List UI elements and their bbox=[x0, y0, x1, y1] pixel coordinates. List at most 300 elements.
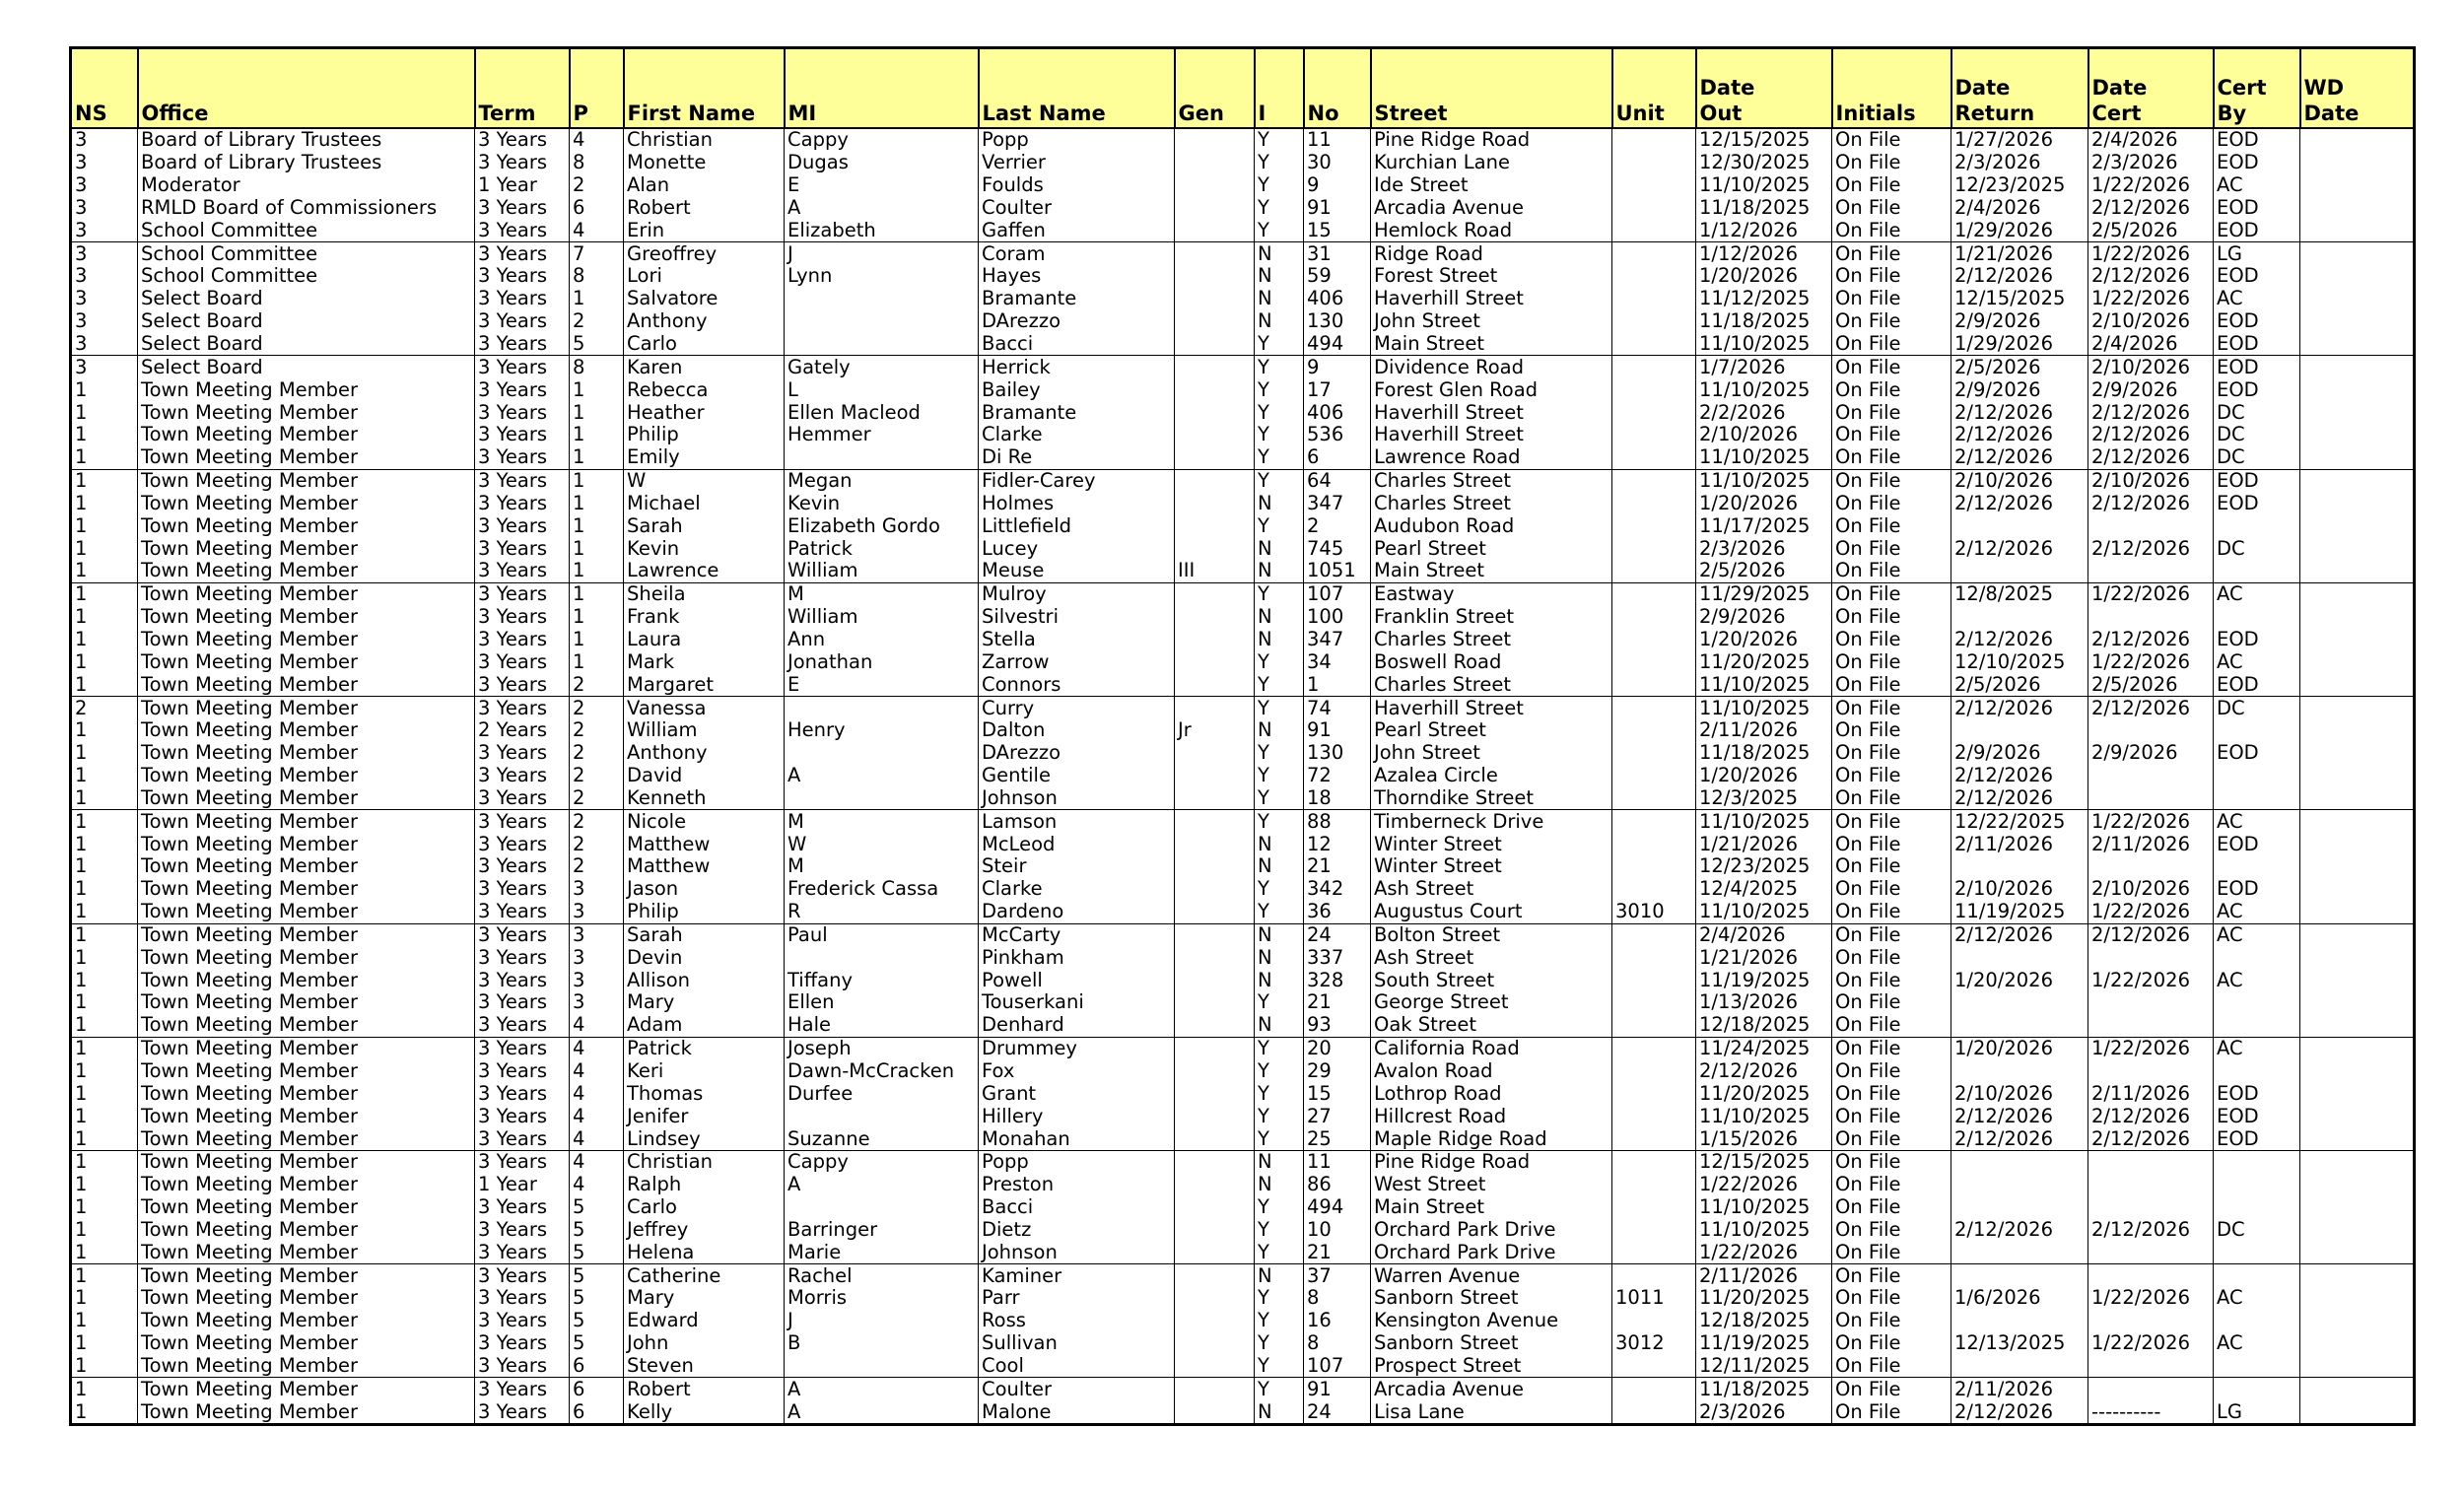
cell-unit bbox=[1612, 1037, 1696, 1059]
cell-unit bbox=[1612, 1105, 1696, 1127]
cell-term: 3 Years bbox=[475, 1378, 570, 1400]
cell-p: 1 bbox=[570, 378, 624, 401]
cell-office: Town Meeting Member bbox=[138, 969, 475, 991]
cell-unit bbox=[1612, 697, 1696, 719]
cell-wd-date bbox=[2300, 969, 2415, 991]
cell-unit bbox=[1612, 810, 1696, 833]
cell-cert-by bbox=[2214, 786, 2300, 809]
cell-street: Prospect Street bbox=[1371, 1355, 1612, 1378]
cell-date-out: 1/20/2026 bbox=[1696, 265, 1832, 288]
cell-gen bbox=[1175, 537, 1255, 560]
cell-cert-by bbox=[2214, 855, 2300, 878]
cell-ns: 3 bbox=[71, 288, 138, 310]
cell-wd-date bbox=[2300, 174, 2415, 197]
cell-date-cert: 2/12/2026 bbox=[2088, 197, 2214, 220]
cell-unit bbox=[1612, 493, 1696, 515]
candidate-table bbox=[69, 46, 2416, 1426]
cell-wd-date bbox=[2300, 446, 2415, 469]
cell-date-out: 1/15/2026 bbox=[1696, 1127, 1832, 1150]
cell-gen bbox=[1175, 582, 1255, 605]
cell-cert-by: AC bbox=[2214, 969, 2300, 991]
cell-office: Select Board bbox=[138, 310, 475, 333]
cell-i: Y bbox=[1255, 446, 1304, 469]
cell-last-name: Fidler-Carey bbox=[979, 469, 1175, 492]
cell-no: 15 bbox=[1304, 1082, 1371, 1105]
table-row bbox=[71, 356, 2415, 378]
table-row bbox=[71, 1060, 2415, 1083]
cell-cert-by: AC bbox=[2214, 923, 2300, 946]
cell-office: Town Meeting Member bbox=[138, 673, 475, 696]
cell-date-return bbox=[1951, 1264, 2088, 1287]
cell-i: Y bbox=[1255, 469, 1304, 492]
cell-office: Town Meeting Member bbox=[138, 1037, 475, 1059]
cell-initials: On File bbox=[1832, 1310, 1951, 1332]
cell-first-name: Anthony bbox=[624, 742, 785, 765]
cell-p: 1 bbox=[570, 446, 624, 469]
cell-office: Town Meeting Member bbox=[138, 401, 475, 424]
cell-last-name: Hayes bbox=[979, 265, 1175, 288]
cell-wd-date bbox=[2300, 1105, 2415, 1127]
cell-no: 91 bbox=[1304, 719, 1371, 742]
cell-mi: Suzanne bbox=[785, 1127, 979, 1150]
cell-office: Select Board bbox=[138, 288, 475, 310]
cell-street: Warren Avenue bbox=[1371, 1264, 1612, 1287]
cell-date-out: 2/5/2026 bbox=[1696, 560, 1832, 582]
cell-p: 2 bbox=[570, 810, 624, 833]
col-no-header: No bbox=[1304, 48, 1371, 129]
cell-last-name: Bacci bbox=[979, 333, 1175, 356]
cell-no: 2 bbox=[1304, 514, 1371, 537]
cell-last-name: Popp bbox=[979, 128, 1175, 152]
cell-i: N bbox=[1255, 969, 1304, 991]
cell-wd-date bbox=[2300, 650, 2415, 673]
cell-initials: On File bbox=[1832, 991, 1951, 1014]
cell-date-cert: 2/4/2026 bbox=[2088, 333, 2214, 356]
cell-unit bbox=[1612, 742, 1696, 765]
cell-office: Town Meeting Member bbox=[138, 1219, 475, 1242]
cell-wd-date bbox=[2300, 1014, 2415, 1037]
cell-office: Town Meeting Member bbox=[138, 697, 475, 719]
table-row bbox=[71, 219, 2415, 241]
cell-cert-by: EOD bbox=[2214, 197, 2300, 220]
table-row bbox=[71, 469, 2415, 492]
cell-street: Forest Street bbox=[1371, 265, 1612, 288]
cell-date-return bbox=[1951, 1060, 2088, 1083]
cell-date-return bbox=[1951, 1174, 2088, 1196]
cell-date-return: 2/11/2026 bbox=[1951, 1378, 2088, 1400]
cell-mi: Joseph bbox=[785, 1037, 979, 1059]
cell-ns: 3 bbox=[71, 242, 138, 265]
cell-cert-by: AC bbox=[2214, 810, 2300, 833]
cell-wd-date bbox=[2300, 310, 2415, 333]
cell-date-return bbox=[1951, 719, 2088, 742]
cell-unit bbox=[1612, 469, 1696, 492]
cell-ns: 1 bbox=[71, 991, 138, 1014]
cell-i: Y bbox=[1255, 333, 1304, 356]
cell-ns: 1 bbox=[71, 855, 138, 878]
cell-wd-date bbox=[2300, 606, 2415, 629]
cell-gen bbox=[1175, 1127, 1255, 1150]
cell-no: 1 bbox=[1304, 673, 1371, 696]
cell-initials: On File bbox=[1832, 493, 1951, 515]
cell-ns: 1 bbox=[71, 1037, 138, 1059]
cell-date-out: 11/18/2025 bbox=[1696, 197, 1832, 220]
cell-street: Orchard Park Drive bbox=[1371, 1219, 1612, 1242]
cell-first-name: Philip bbox=[624, 901, 785, 923]
cell-wd-date bbox=[2300, 1082, 2415, 1105]
cell-p: 3 bbox=[570, 901, 624, 923]
cell-first-name: Lori bbox=[624, 265, 785, 288]
cell-wd-date bbox=[2300, 1241, 2415, 1263]
cell-date-cert: 2/12/2026 bbox=[2088, 424, 2214, 446]
cell-first-name: Christian bbox=[624, 1150, 785, 1173]
cell-mi: Henry bbox=[785, 719, 979, 742]
cell-date-out: 1/12/2026 bbox=[1696, 219, 1832, 241]
cell-term: 3 Years bbox=[475, 493, 570, 515]
cell-term: 3 Years bbox=[475, 514, 570, 537]
cell-gen bbox=[1175, 310, 1255, 333]
cell-i: Y bbox=[1255, 219, 1304, 241]
cell-mi: Dawn-McCracken bbox=[785, 1060, 979, 1083]
cell-unit bbox=[1612, 582, 1696, 605]
cell-first-name: Matthew bbox=[624, 855, 785, 878]
cell-no: 130 bbox=[1304, 742, 1371, 765]
cell-date-out: 11/10/2025 bbox=[1696, 174, 1832, 197]
cell-date-cert: 2/3/2026 bbox=[2088, 152, 2214, 174]
cell-date-cert bbox=[2088, 1196, 2214, 1219]
cell-first-name: Robert bbox=[624, 197, 785, 220]
cell-date-cert: 2/9/2026 bbox=[2088, 742, 2214, 765]
cell-term: 3 Years bbox=[475, 560, 570, 582]
cell-gen bbox=[1175, 855, 1255, 878]
cell-term: 3 Years bbox=[475, 742, 570, 765]
cell-street: Dividence Road bbox=[1371, 356, 1612, 378]
cell-wd-date bbox=[2300, 288, 2415, 310]
cell-unit bbox=[1612, 1219, 1696, 1242]
cell-date-cert: 2/12/2026 bbox=[2088, 401, 2214, 424]
cell-date-cert bbox=[2088, 719, 2214, 742]
cell-ns: 1 bbox=[71, 969, 138, 991]
cell-no: 21 bbox=[1304, 991, 1371, 1014]
cell-last-name: Popp bbox=[979, 1150, 1175, 1173]
cell-first-name: Edward bbox=[624, 1310, 785, 1332]
cell-date-out: 11/10/2025 bbox=[1696, 333, 1832, 356]
cell-mi: E bbox=[785, 673, 979, 696]
cell-no: 11 bbox=[1304, 1150, 1371, 1173]
cell-initials: On File bbox=[1832, 378, 1951, 401]
cell-no: 130 bbox=[1304, 310, 1371, 333]
table-row bbox=[71, 514, 2415, 537]
cell-wd-date bbox=[2300, 946, 2415, 969]
cell-date-return: 12/15/2025 bbox=[1951, 288, 2088, 310]
cell-gen bbox=[1175, 901, 1255, 923]
cell-term: 3 Years bbox=[475, 673, 570, 696]
cell-no: 74 bbox=[1304, 697, 1371, 719]
table-row bbox=[71, 1037, 2415, 1059]
cell-i: N bbox=[1255, 629, 1304, 651]
cell-wd-date bbox=[2300, 878, 2415, 901]
cell-street: California Road bbox=[1371, 1037, 1612, 1059]
cell-no: 406 bbox=[1304, 288, 1371, 310]
cell-date-out: 11/10/2025 bbox=[1696, 1196, 1832, 1219]
cell-unit: 3010 bbox=[1612, 901, 1696, 923]
cell-office: Town Meeting Member bbox=[138, 1196, 475, 1219]
col-street-header: Street bbox=[1371, 48, 1612, 129]
cell-term: 3 Years bbox=[475, 401, 570, 424]
cell-first-name: Ralph bbox=[624, 1174, 785, 1196]
cell-mi: Patrick bbox=[785, 537, 979, 560]
table-row bbox=[71, 582, 2415, 605]
cell-date-return: 2/10/2026 bbox=[1951, 1082, 2088, 1105]
cell-cert-by: AC bbox=[2214, 650, 2300, 673]
cell-mi bbox=[785, 446, 979, 469]
cell-date-cert: 1/22/2026 bbox=[2088, 174, 2214, 197]
cell-office: Town Meeting Member bbox=[138, 1150, 475, 1173]
cell-date-return: 2/12/2026 bbox=[1951, 1400, 2088, 1424]
cell-i: Y bbox=[1255, 514, 1304, 537]
cell-term: 3 Years bbox=[475, 810, 570, 833]
cell-gen bbox=[1175, 991, 1255, 1014]
cell-street: Haverhill Street bbox=[1371, 424, 1612, 446]
cell-cert-by: EOD bbox=[2214, 493, 2300, 515]
cell-unit bbox=[1612, 969, 1696, 991]
cell-wd-date bbox=[2300, 901, 2415, 923]
cell-mi bbox=[785, 697, 979, 719]
cell-last-name: Silvestri bbox=[979, 606, 1175, 629]
cell-last-name: DArezzo bbox=[979, 742, 1175, 765]
cell-cert-by: EOD bbox=[2214, 1127, 2300, 1150]
cell-mi: Elizabeth Gordo bbox=[785, 514, 979, 537]
cell-office: RMLD Board of Commissioners bbox=[138, 197, 475, 220]
cell-no: 30 bbox=[1304, 152, 1371, 174]
cell-street: Hemlock Road bbox=[1371, 219, 1612, 241]
cell-p: 1 bbox=[570, 469, 624, 492]
cell-office: Board of Library Trustees bbox=[138, 128, 475, 152]
cell-date-return: 2/12/2026 bbox=[1951, 923, 2088, 946]
cell-cert-by: EOD bbox=[2214, 1105, 2300, 1127]
cell-gen bbox=[1175, 1150, 1255, 1173]
cell-ns: 1 bbox=[71, 810, 138, 833]
cell-last-name: Holmes bbox=[979, 493, 1175, 515]
cell-mi: W bbox=[785, 833, 979, 855]
table-row bbox=[71, 1174, 2415, 1196]
cell-date-cert bbox=[2088, 786, 2214, 809]
cell-wd-date bbox=[2300, 128, 2415, 152]
cell-unit bbox=[1612, 833, 1696, 855]
cell-office: Town Meeting Member bbox=[138, 810, 475, 833]
cell-ns: 1 bbox=[71, 1400, 138, 1424]
cell-date-out: 1/12/2026 bbox=[1696, 242, 1832, 265]
cell-p: 1 bbox=[570, 537, 624, 560]
cell-date-out: 11/10/2025 bbox=[1696, 446, 1832, 469]
cell-p: 4 bbox=[570, 1082, 624, 1105]
cell-unit bbox=[1612, 378, 1696, 401]
cell-first-name: Jenifer bbox=[624, 1105, 785, 1127]
cell-office: School Committee bbox=[138, 265, 475, 288]
cell-gen bbox=[1175, 1196, 1255, 1219]
cell-i: N bbox=[1255, 855, 1304, 878]
cell-cert-by: EOD bbox=[2214, 265, 2300, 288]
cell-office: Town Meeting Member bbox=[138, 446, 475, 469]
cell-p: 3 bbox=[570, 878, 624, 901]
cell-p: 2 bbox=[570, 310, 624, 333]
cell-no: 24 bbox=[1304, 1400, 1371, 1424]
cell-unit bbox=[1612, 991, 1696, 1014]
cell-wd-date bbox=[2300, 1037, 2415, 1059]
cell-term: 3 Years bbox=[475, 606, 570, 629]
cell-first-name: Margaret bbox=[624, 673, 785, 696]
cell-last-name: Gaffen bbox=[979, 219, 1175, 241]
cell-gen bbox=[1175, 742, 1255, 765]
cell-first-name: Frank bbox=[624, 606, 785, 629]
cell-i: N bbox=[1255, 493, 1304, 515]
cell-date-out: 11/10/2025 bbox=[1696, 810, 1832, 833]
cell-mi: Frederick Cassa bbox=[785, 878, 979, 901]
cell-gen bbox=[1175, 1287, 1255, 1310]
cell-unit bbox=[1612, 1355, 1696, 1378]
cell-mi: J bbox=[785, 242, 979, 265]
cell-date-out: 1/20/2026 bbox=[1696, 493, 1832, 515]
cell-term: 3 Years bbox=[475, 855, 570, 878]
cell-first-name: Nicole bbox=[624, 810, 785, 833]
cell-first-name: Rebecca bbox=[624, 378, 785, 401]
cell-date-cert: 2/12/2026 bbox=[2088, 265, 2214, 288]
cell-wd-date bbox=[2300, 1378, 2415, 1400]
cell-initials: On File bbox=[1832, 1264, 1951, 1287]
cell-ns: 1 bbox=[71, 833, 138, 855]
cell-date-out: 11/10/2025 bbox=[1696, 469, 1832, 492]
cell-initials: On File bbox=[1832, 1355, 1951, 1378]
cell-first-name: Kenneth bbox=[624, 786, 785, 809]
cell-mi: Morris bbox=[785, 1287, 979, 1310]
cell-last-name: McLeod bbox=[979, 833, 1175, 855]
cell-office: Town Meeting Member bbox=[138, 1174, 475, 1196]
table-row bbox=[71, 446, 2415, 469]
cell-unit bbox=[1612, 923, 1696, 946]
cell-date-return: 11/19/2025 bbox=[1951, 901, 2088, 923]
cell-i: N bbox=[1255, 1150, 1304, 1173]
cell-ns: 1 bbox=[71, 560, 138, 582]
cell-cert-by: EOD bbox=[2214, 333, 2300, 356]
cell-mi: Elizabeth bbox=[785, 219, 979, 241]
cell-office: Town Meeting Member bbox=[138, 1127, 475, 1150]
cell-term: 3 Years bbox=[475, 1060, 570, 1083]
cell-no: 536 bbox=[1304, 424, 1371, 446]
cell-date-return: 2/12/2026 bbox=[1951, 629, 2088, 651]
cell-cert-by bbox=[2214, 719, 2300, 742]
cell-first-name: Helena bbox=[624, 1241, 785, 1263]
cell-cert-by: DC bbox=[2214, 537, 2300, 560]
cell-no: 8 bbox=[1304, 1287, 1371, 1310]
cell-date-cert bbox=[2088, 1060, 2214, 1083]
cell-cert-by: EOD bbox=[2214, 356, 2300, 378]
cell-no: 18 bbox=[1304, 786, 1371, 809]
cell-mi: Marie bbox=[785, 1241, 979, 1263]
cell-mi: Lynn bbox=[785, 265, 979, 288]
cell-first-name: Heather bbox=[624, 401, 785, 424]
cell-wd-date bbox=[2300, 719, 2415, 742]
cell-p: 6 bbox=[570, 1400, 624, 1424]
table-row bbox=[71, 1014, 2415, 1037]
cell-no: 1051 bbox=[1304, 560, 1371, 582]
cell-last-name: Stella bbox=[979, 629, 1175, 651]
cell-street: Eastway bbox=[1371, 582, 1612, 605]
cell-first-name: Adam bbox=[624, 1014, 785, 1037]
cell-ns: 1 bbox=[71, 1174, 138, 1196]
cell-term: 3 Years bbox=[475, 446, 570, 469]
cell-gen bbox=[1175, 969, 1255, 991]
cell-term: 3 Years bbox=[475, 378, 570, 401]
cell-date-cert bbox=[2088, 1310, 2214, 1332]
cell-ns: 1 bbox=[71, 742, 138, 765]
cell-no: 21 bbox=[1304, 855, 1371, 878]
cell-date-cert: ---------- bbox=[2088, 1400, 2214, 1424]
cell-wd-date bbox=[2300, 629, 2415, 651]
cell-i: N bbox=[1255, 1174, 1304, 1196]
cell-office: Town Meeting Member bbox=[138, 855, 475, 878]
cell-p: 4 bbox=[570, 1060, 624, 1083]
cell-date-cert: 1/22/2026 bbox=[2088, 582, 2214, 605]
cell-term: 3 Years bbox=[475, 786, 570, 809]
cell-unit bbox=[1612, 629, 1696, 651]
cell-wd-date bbox=[2300, 1196, 2415, 1219]
cell-i: Y bbox=[1255, 697, 1304, 719]
cell-cert-by bbox=[2214, 765, 2300, 787]
cell-street: Avalon Road bbox=[1371, 1060, 1612, 1083]
cell-cert-by: EOD bbox=[2214, 833, 2300, 855]
table-row bbox=[71, 1241, 2415, 1263]
cell-unit bbox=[1612, 1264, 1696, 1287]
cell-mi: A bbox=[785, 197, 979, 220]
cell-street: Haverhill Street bbox=[1371, 288, 1612, 310]
cell-p: 2 bbox=[570, 742, 624, 765]
cell-no: 24 bbox=[1304, 923, 1371, 946]
cell-ns: 3 bbox=[71, 128, 138, 152]
cell-office: Town Meeting Member bbox=[138, 469, 475, 492]
cell-p: 5 bbox=[570, 1287, 624, 1310]
cell-date-out: 11/17/2025 bbox=[1696, 514, 1832, 537]
cell-term: 3 Years bbox=[475, 537, 570, 560]
cell-date-out: 12/18/2025 bbox=[1696, 1310, 1832, 1332]
table-row bbox=[71, 833, 2415, 855]
cell-cert-by: EOD bbox=[2214, 1082, 2300, 1105]
cell-ns: 1 bbox=[71, 378, 138, 401]
cell-mi: Megan bbox=[785, 469, 979, 492]
cell-ns: 1 bbox=[71, 1219, 138, 1242]
col-date-out-header: Date Out bbox=[1696, 48, 1832, 129]
cell-wd-date bbox=[2300, 469, 2415, 492]
cell-no: 6 bbox=[1304, 446, 1371, 469]
cell-street: John Street bbox=[1371, 742, 1612, 765]
cell-no: 91 bbox=[1304, 197, 1371, 220]
cell-date-return: 12/22/2025 bbox=[1951, 810, 2088, 833]
cell-date-cert: 2/10/2026 bbox=[2088, 878, 2214, 901]
cell-date-return: 12/13/2025 bbox=[1951, 1332, 2088, 1355]
cell-mi: A bbox=[785, 765, 979, 787]
cell-office: Town Meeting Member bbox=[138, 786, 475, 809]
cell-date-return bbox=[1951, 1241, 2088, 1263]
cell-street: Sanborn Street bbox=[1371, 1332, 1612, 1355]
cell-gen: Jr bbox=[1175, 719, 1255, 742]
cell-p: 2 bbox=[570, 697, 624, 719]
cell-mi: A bbox=[785, 1174, 979, 1196]
cell-office: Moderator bbox=[138, 174, 475, 197]
cell-first-name: W bbox=[624, 469, 785, 492]
cell-date-out: 11/10/2025 bbox=[1696, 1219, 1832, 1242]
cell-term: 3 Years bbox=[475, 424, 570, 446]
cell-last-name: Foulds bbox=[979, 174, 1175, 197]
cell-ns: 3 bbox=[71, 152, 138, 174]
